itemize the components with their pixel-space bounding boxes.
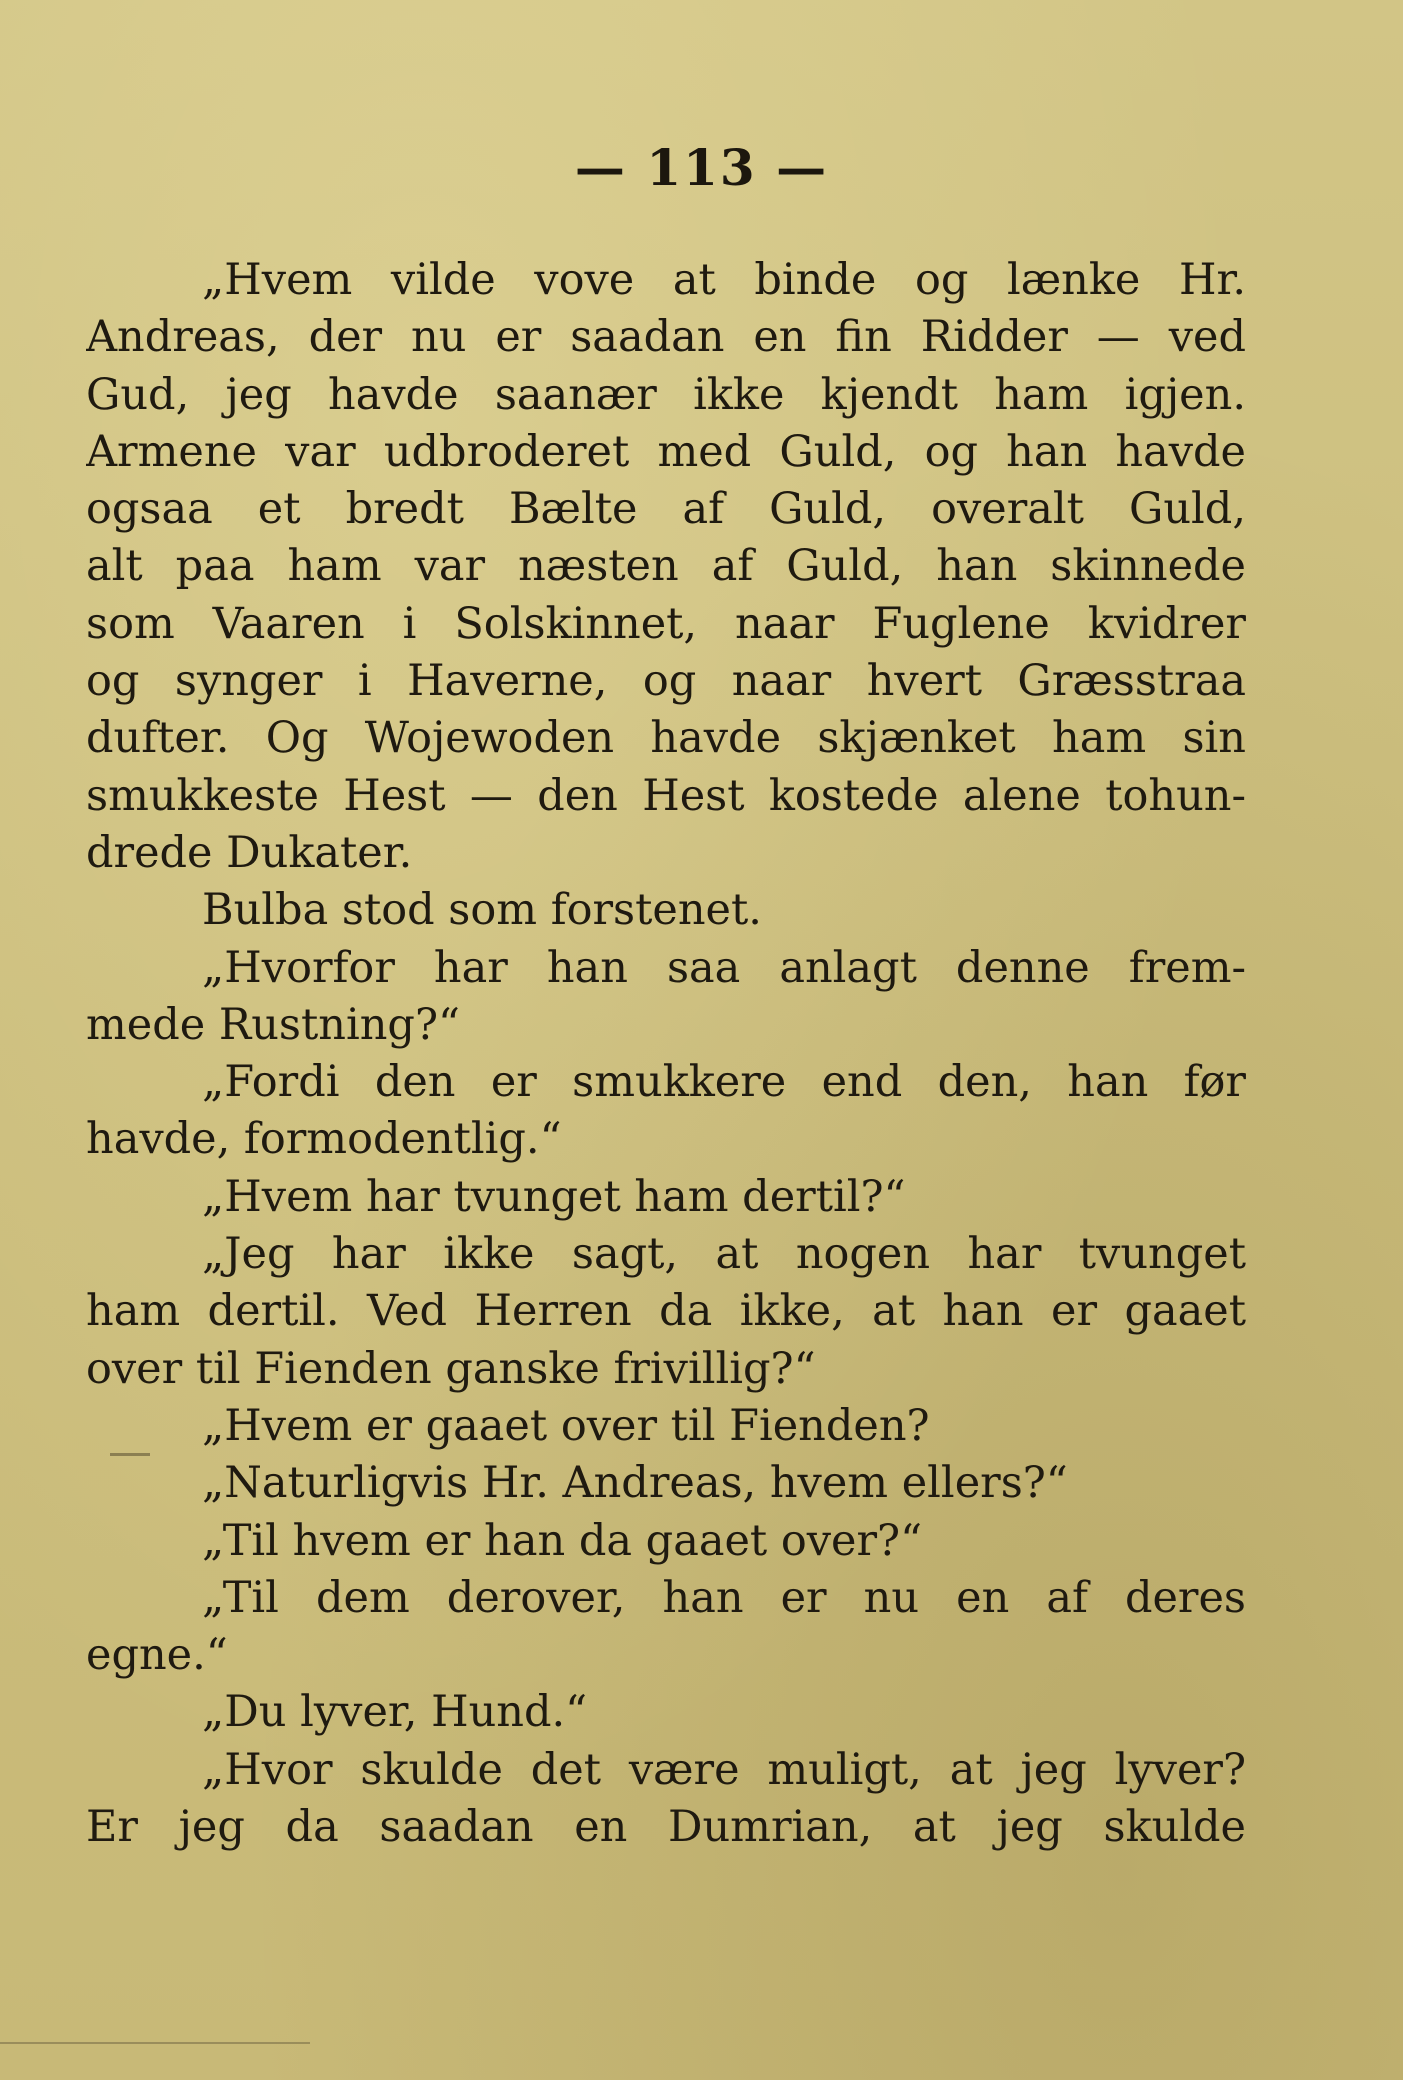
text-line: som Vaaren i Solskinnet, naar Fuglene kvidrer: [86, 598, 1246, 649]
text-line: Armene var udbroderet med Guld, og han havde: [86, 426, 1246, 477]
text-line: Er jeg da saadan en Dumrian, at jeg skulde: [86, 1802, 1246, 1853]
text-line: smukkeste Hest — den Hest kostede alene tohun-: [86, 770, 1246, 821]
text-line: „Du lyver, Hund.“: [202, 1687, 588, 1738]
text-line: Andreas, der nu er saadan en fin Ridder — ved: [86, 312, 1246, 363]
text-line: Bulba stod som forstenet.: [202, 885, 762, 936]
text-line: over til Fienden ganske frivillig?“: [86, 1343, 816, 1394]
text-line: „Hvem er gaaet over til Fienden?: [202, 1400, 930, 1451]
text-line: ham dertil. Ved Herren da ikke, at han er gaaet: [86, 1286, 1246, 1337]
text-line: „Hvem har tvunget ham dertil?“: [202, 1171, 906, 1222]
text-line: „Fordi den er smukkere end den, han før: [202, 1057, 1246, 1108]
text-line: dufter. Og Wojewoden havde skjænket ham sin: [86, 713, 1246, 764]
text-line: drede Dukater.: [86, 827, 413, 878]
text-line: og synger i Haverne, og naar hvert Græsstraa: [86, 656, 1246, 707]
text-line: alt paa ham var næsten af Guld, han skinnede: [86, 541, 1246, 592]
text-line: „Hvem vilde vove at binde og lænke Hr.: [202, 255, 1246, 305]
text-line: havde, formodentlig.“: [86, 1114, 562, 1165]
margin-dash-mark: [110, 1453, 150, 1456]
text-line: „Jeg har ikke sagt, at nogen har tvunget: [202, 1229, 1246, 1280]
text-line: ogsaa et bredt Bælte af Guld, overalt Guld,: [86, 484, 1246, 535]
page-number: — 113 —: [574, 138, 829, 197]
text-line: „Naturligvis Hr. Andreas, hvem ellers?“: [202, 1458, 1068, 1509]
text-line: egne.“: [86, 1630, 228, 1681]
text-line: „Hvor skulde det være muligt, at jeg lyver?: [202, 1744, 1246, 1795]
text-line: mede Rustning?“: [86, 999, 460, 1050]
text-line: Gud, jeg havde saanær ikke kjendt ham igjen.: [86, 369, 1246, 420]
body-text: [86, 252, 1246, 1856]
bottom-rule: [0, 2042, 310, 2044]
text-line: „Til dem derover, han er nu en af deres: [202, 1572, 1246, 1623]
text-line: „Til hvem er han da gaaet over?“: [202, 1515, 923, 1566]
text-line: „Hvorfor har han saa anlagt denne frem-: [202, 942, 1246, 993]
